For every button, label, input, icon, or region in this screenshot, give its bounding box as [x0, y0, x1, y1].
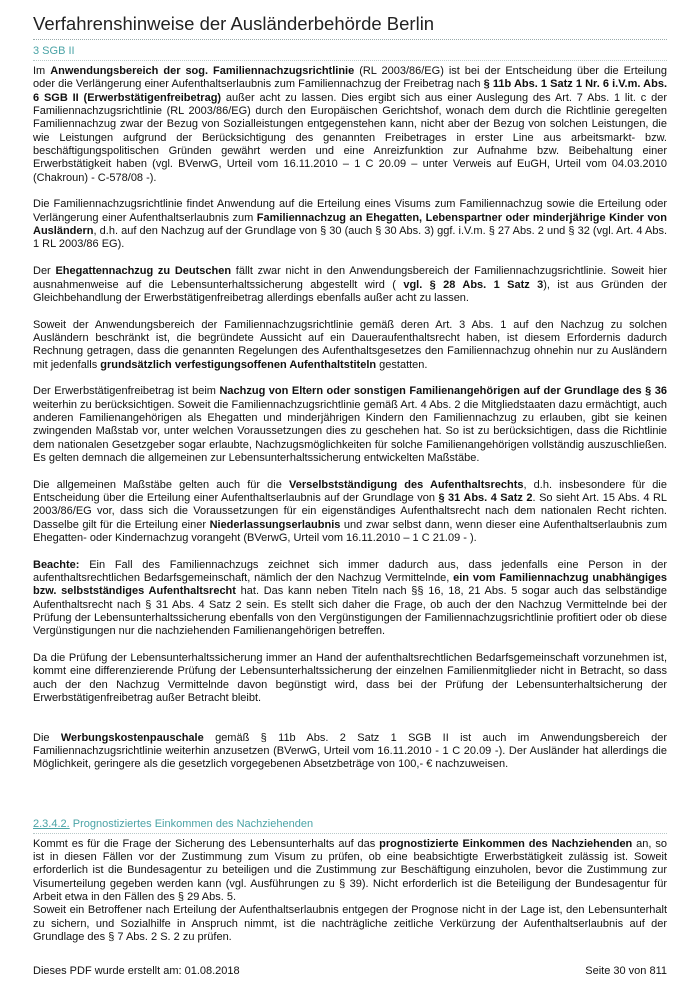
- text-run: und zwar selbst dann, wenn dieser eine Aufenthaltserlaubnis zum Ehegatten- oder Kindernachzug vorangeht (BVerwG, Urteil vom 16.11.2010 – 1 C 21.09 - ).: [33, 518, 667, 545]
- paragraph: [33, 385, 667, 465]
- text-run: Ein Fall des Familiennachzugs zeichnet sich immer dadurch aus, dass jedenfalls eine Person in der aufenthaltsrechtlichen Bedarfsgemeinschaft, nämlich der den Nachzug Vermittelnde,: [33, 558, 667, 585]
- bold-text: Anwendungsbereich der sog. Familiennachzugsrichtlinie: [50, 65, 355, 77]
- text-run: Soweit der Anwendungsbereich der Familiennachzugsrichtlinie gemäß deren Art. 3 Abs. 1 auf den Nachzug zu solchen Ausländern beschränkt ist, die begründete Aussicht auf ein Daueraufenthaltsrecht haben, ist diesem Erfordernis dadurch Rechnung getragen, dass die genannten Regelungen des Aufenthaltsgesetzes den Familiennachzug ohnehin nur zu Ausländern mit jedenfalls: [33, 318, 667, 371]
- bold-text: ein vom Familiennachzug unabhängiges bzw. selbstständiges Aufenthaltsrecht: [33, 572, 667, 598]
- text-run: gestatten.: [376, 358, 428, 371]
- footer-page-number: Seite 30 von 811: [585, 965, 667, 977]
- paragraph: [33, 732, 667, 772]
- text-run: Im: [33, 65, 51, 77]
- section-heading-sgb: 3 SGB II: [33, 44, 667, 61]
- text-run: Da die Prüfung der Lebensunterhaltssicherung immer an Hand der aufenthaltsrechtlichen Bedarfsgemeinschaft vorzunehmen ist, kommt eine differenzierende Prüfung der Lebensunterhaltssicherung der einzelnen Familienmitglieder nicht in Betracht, so dass auch der den Nachzug Vermittelnde davon begünstigt wird, dass bei der Prüfung der Lebensunterhaltsicherung der Erwerbstätigenfreibetrag außer Betracht bleibt.: [33, 652, 667, 705]
- text-run: an, so ist in diesen Fällen vor der Zustimmung zum Visum zu prüfen, ob eine beabsichtigte Erwerbstätigkeit zulässig ist. Soweit erforderlich ist die Bundesagentur zu beteiligen und die Zustimmung zur Beschäftigung einzuholen, bevor die Zustimmung zur Visumerteilung gegeben werden kann (vgl. Ausführungen zu § 39). Nicht erforderlich ist die Beteiligung der Bundesagentur für Arbeit etwa in den Fällen des § 29 Abs. 5.: [33, 837, 667, 903]
- document-page: [33, 0, 667, 944]
- text-run: außer acht zu lassen. Dies ergibt sich aus einer Auslegung des Art. 7 Abs. 1 lit. c der Familiennachzugsrichtlinie (RL 2003/86/EG) durch den Europäischen Gerichtshof, wonach dem durch die Richtlinie geregelten Familiennachzug zwar der Bezug von Sozialleistungen entgegenstehen kann, nicht aber der Bezug von solchen Leistungen, die wie Leistungen aufgrund der Berücksichtigung des genannten Freibetrages in erster Line aus arbeitsmarkt- bzw. beschäftigungspolitischen Gründen gewährt werden und eine Anreizfunktion zur Aufnahme bzw. Beibehaltung einer Erwerbstätigkeit haben (vgl. BVerwG, Urteil vom 16.11.2010 – 1 C 20.09 – unter Verweis auf EuGH, Urteil vom 04.03.2010 (Chakroun) - C-578/08 -).: [33, 91, 667, 184]
- text-run: weiterhin zu berücksichtigen. Soweit die Familiennachzugsrichtlinie gemäß Art. 4 Abs. 2 die Mitgliedstaaten dazu ermächtigt, auch anderen Familienangehörigen als Ehegatten und minderjährigen Kindern den Familiennachzug zu erlauben, gibt sie keinen zwingenden Maßstab vor, unter welchen Voraussetzungen dies zu geschehen hat. So ist zu berücksichtigen, dass die Richtlinie dem nationalen Gesetzgeber sogar erlaubte, Nachzugsmöglichkeiten für solche Familienangehörigen vollständig auszuschließen. Es gelten demnach die allgemeinen zur Lebensunterhaltssicherung entwickelten Maßstäbe.: [33, 398, 667, 464]
- bold-text: § 31 Abs. 4 Satz 2: [438, 492, 533, 504]
- text-run: . So sieht Art. 15 Abs. 4 RL 2003/86/EG vor, dass sich die Voraussetzungen für ein eigenständiges Aufenthaltsrecht nach dem nationalen Recht richten. Dasselbe gilt für die Erteilung einer: [33, 492, 668, 531]
- paragraph: [33, 265, 667, 305]
- bold-text: grundsätzlich verfestigungsoffenen Aufenthaltstiteln: [100, 358, 377, 371]
- document-title: Verfahrenshinweise der Ausländerbehörde Berlin: [33, 13, 667, 40]
- paragraph: [33, 479, 667, 546]
- text-run: Die: [33, 731, 61, 744]
- bold-text: Verselbstständigung des Aufenthaltsrechts: [288, 478, 524, 491]
- section-number-link[interactable]: 2.3.4.2.: [33, 817, 70, 830]
- bold-text: Werbungskostenpauschale: [60, 731, 204, 744]
- text-run: , d.h. insbesondere für die Entscheidung über die Erteilung einer Aufenthaltserlaubnis auf der Grundlage von: [33, 478, 667, 504]
- text-run: gemäß § 11b Abs. 2 Satz 1 SGB II ist auch im Anwendungsbereich der Familiennachzugsrichtlinie weiterhin anzusetzen (BVerwG, Urteil vom 16.11.2010 - 1 C 20.09 -). Der Ausländer hat allerdings die Möglichkeit, geringere als die gesetzlich vorgegebenen Absetzbeträge von 100,- € nachzuweisen.: [33, 731, 668, 771]
- text-run: , d.h. auf den Nachzug auf der Grundlage von § 30 (auch § 30 Abs. 3) ggf. i.V.m. § 27 Abs. 2 und § 32 (vgl. Art. 4 Abs. 1 RL 2003/86 EG).: [33, 225, 667, 251]
- text-run: hat. Das kann neben Titeln nach §§ 16, 18, 21 Abs. 5 sogar auch das selbständige Aufenthaltsrecht nach § 31 Abs. 4 Satz 2 sein. Es stellt sich daher die Frage, ob auch der den Nachzug Vermittelnde bei der Prüfung der Lebensunterhaltssicherung ebenfalls von den Vergünstigungen der Familiennachzugsrichtlinie profitiert oder ob diese Vergünstigungen nur die nachziehenden Familienangehörigen betreffen.: [33, 585, 668, 638]
- paragraph: [33, 838, 667, 905]
- paragraph: [33, 198, 667, 251]
- text-run: Die Familiennachzugsrichtlinie findet Anwendung auf die Erteilung eines Visums zum Familiennachzug sowie die Erteilung oder Verlängerung einer Aufenthaltserlaubnis zum: [33, 198, 667, 224]
- bold-text: prognostizierte Einkommen des Nachziehenden: [379, 837, 633, 850]
- text-run: Soweit ein Betroffener nach Erteilung der Aufenthaltserlaubnis entgegen der Prognose nicht in der Lage ist, den Lebensunterhalt zu sichern, und Sozialhilfe in Anspruch nimmt, ist die nachträgliche zeitliche Verkürzung der Aufenthaltserlaubnis auf der Grundlage des § 7 Abs. 2 S. 2 zu prüfen.: [33, 904, 667, 943]
- bold-text: Ehegattennachzug zu Deutschen: [55, 265, 232, 278]
- bold-text: Familiennachzug an Ehegatten, Lebenspartner oder minderjährige Kinder von Ausländern: [33, 211, 667, 238]
- text-run: fällt zwar nicht in den Anwendungsbereich der Familiennachzugsrichtlinie. Soweit hier ausnahmenweise auf die Lebensunterhaltssicherung abgestellt wird (: [33, 265, 668, 291]
- section-body-sgb: [33, 65, 667, 772]
- bold-text: Beachte:: [33, 558, 80, 571]
- section-body-prognose: [33, 838, 667, 945]
- paragraph: [33, 319, 667, 372]
- paragraph: [33, 65, 667, 185]
- bold-text: vgl. § 28 Abs. 1 Satz 3: [403, 278, 544, 291]
- text-run: ), ist aus Gründen der Gleichbehandlung der Erwerbstätigenfreibetrag allerdings ebenfalls außer acht zu lassen.: [33, 278, 667, 304]
- section-heading-prognose: [33, 817, 667, 834]
- section-title: Prognostiziertes Einkommen des Nachziehenden: [72, 817, 314, 830]
- paragraph: [33, 904, 667, 944]
- bold-text: Nachzug von Eltern oder sonstigen Familienangehörigen auf der Grundlage des § 36: [219, 385, 667, 398]
- paragraph: [33, 652, 667, 705]
- text-run: Kommt es für die Frage der Sicherung des Lebensunterhalts auf das: [33, 837, 380, 850]
- bold-text: § 11b Abs. 1 Satz 1 Nr. 6 i.V.m. Abs. 6 SGB II (Erwerbstätigenfreibetrag): [33, 78, 667, 104]
- text-run: (RL 2003/86/EG) ist bei der Entscheidung über die Erteilung oder die Verlängerung einer Aufenthaltserlaubnis zum Familiennachzug der Freibetrag nach: [33, 65, 668, 91]
- text-run: Der: [33, 265, 56, 278]
- paragraph: [33, 559, 667, 639]
- footer-created-date: Dieses PDF wurde erstellt am: 01.08.2018: [33, 965, 240, 977]
- text-run: Der Erwerbstätigenfreibetrag ist beim: [33, 385, 220, 398]
- bold-text: Niederlassungserlaubnis: [209, 518, 341, 531]
- text-run: Die allgemeinen Maßstäbe gelten auch für die: [33, 478, 289, 491]
